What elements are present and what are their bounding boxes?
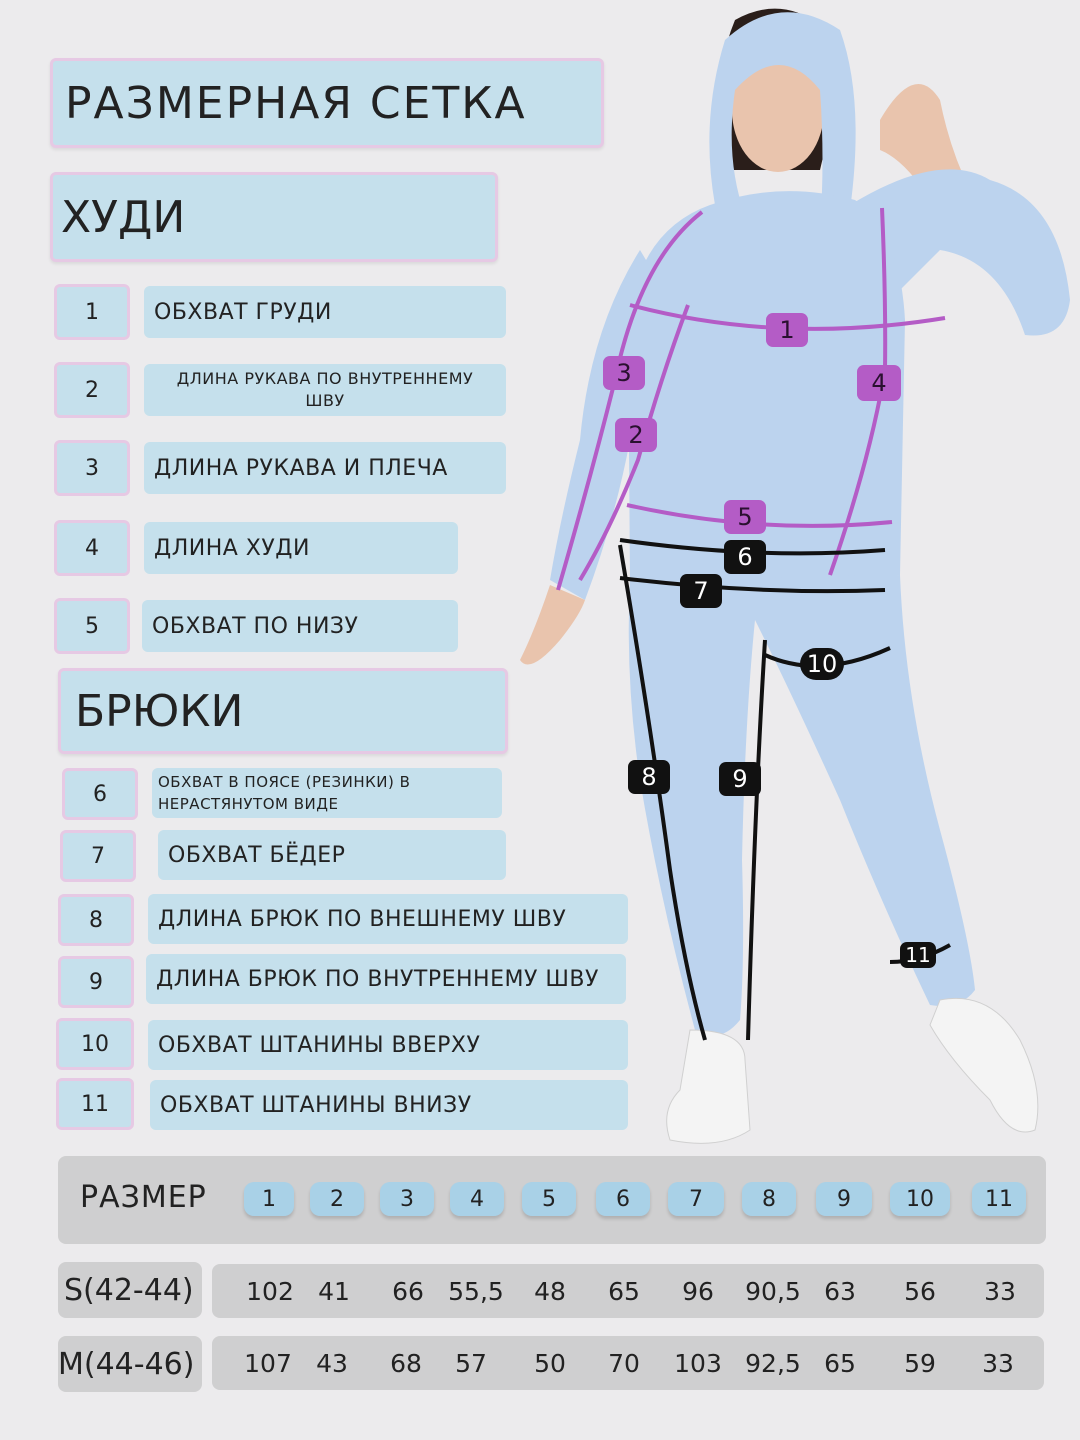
row-s-label: S(42-44): [64, 1272, 194, 1308]
row-s-cell-1: 102: [246, 1276, 294, 1306]
row-m-cell-2: 43: [316, 1348, 348, 1378]
row-m-label: M(44-46): [58, 1346, 195, 1382]
hoodie-item-3-number: 3: [54, 440, 130, 496]
row-m-cell-6: 70: [608, 1348, 640, 1378]
row-m-cell-4: 57: [455, 1348, 487, 1378]
marker-7: 7: [680, 574, 722, 608]
size-table-header: [58, 1156, 1046, 1244]
row-m-cell-1: 107: [244, 1348, 292, 1378]
marker-8: 8: [628, 760, 670, 794]
row-s-cell-7: 96: [682, 1276, 714, 1306]
size-col-7: 7: [668, 1182, 724, 1216]
row-m-cell-7: 103: [674, 1348, 722, 1378]
marker-1: 1: [766, 313, 808, 347]
pants-item-6-label: ОБХВАТ В ПОЯСЕ (РЕЗИНКИ) В НЕРАСТЯНУТОМ ВИДЕ: [152, 768, 502, 818]
pants-item-7-number: 7: [60, 830, 136, 882]
hoodie-heading-box: [50, 172, 498, 262]
left-hand-shape: [520, 585, 585, 665]
marker-2: 2: [615, 418, 657, 452]
hoodie-item-5-number: 5: [54, 598, 130, 654]
size-header-label: РАЗМЕР: [80, 1180, 207, 1215]
row-m-values: [212, 1336, 1044, 1390]
row-s-cell-5: 48: [534, 1276, 566, 1306]
page-title: РАЗМЕРНАЯ СЕТКА: [65, 77, 527, 129]
hoodie-item-1-label: ОБХВАТ ГРУДИ: [144, 286, 506, 338]
hoodie-item-3-label: ДЛИНА РУКАВА И ПЛЕЧА: [144, 442, 506, 494]
pants-heading-box: [58, 668, 508, 754]
row-s-cell-9: 63: [824, 1276, 856, 1306]
row-m-cell-11: 33: [982, 1348, 1014, 1378]
pants-item-8-label: ДЛИНА БРЮК ПО ВНЕШНЕМУ ШВУ: [148, 894, 628, 944]
pants-item-10-label: ОБХВАТ ШТАНИНЫ ВВЕРХУ: [148, 1020, 628, 1070]
marker-4: 4: [857, 365, 901, 401]
row-s-cell-11: 33: [984, 1276, 1016, 1306]
row-s-cell-10: 56: [904, 1276, 936, 1306]
pants-item-7-label: ОБХВАТ БЁДЕР: [158, 830, 506, 880]
marker-3: 3: [603, 356, 645, 390]
size-col-1: 1: [244, 1182, 294, 1216]
size-col-11: 11: [972, 1182, 1026, 1216]
right-shoe-shape: [930, 998, 1038, 1132]
row-m-cell-5: 50: [534, 1348, 566, 1378]
size-col-8: 8: [742, 1182, 796, 1216]
pants-item-6-number: 6: [62, 768, 138, 820]
row-s-values: [212, 1264, 1044, 1318]
size-col-9: 9: [816, 1182, 872, 1216]
size-col-2: 2: [310, 1182, 364, 1216]
hoodie-item-5-label: ОБХВАТ ПО НИЗУ: [142, 600, 458, 652]
marker-11: 11: [900, 942, 936, 968]
row-m-cell-10: 59: [904, 1348, 936, 1378]
size-col-3: 3: [380, 1182, 434, 1216]
hoodie-item-4-label: ДЛИНА ХУДИ: [144, 522, 458, 574]
marker-9: 9: [719, 762, 761, 796]
marker-5: 5: [724, 500, 766, 534]
pants-item-9-number: 9: [58, 956, 134, 1008]
row-m-cell-3: 68: [390, 1348, 422, 1378]
row-m-label-box: [58, 1336, 202, 1392]
size-col-6: 6: [596, 1182, 650, 1216]
model-figure: [520, 0, 1080, 1160]
pants-item-9-label: ДЛИНА БРЮК ПО ВНУТРЕННЕМУ ШВУ: [146, 954, 626, 1004]
left-shoe-shape: [667, 1030, 750, 1143]
marker-10: 10: [800, 648, 844, 680]
row-m-cell-8: 92,5: [745, 1348, 801, 1378]
hoodie-item-4-number: 4: [54, 520, 130, 576]
row-s-cell-8: 90,5: [745, 1276, 801, 1306]
row-s-cell-2: 41: [318, 1276, 350, 1306]
size-col-5: 5: [522, 1182, 576, 1216]
pants-heading: БРЮКИ: [75, 685, 244, 737]
pants-item-11-label: ОБХВАТ ШТАНИНЫ ВНИЗУ: [150, 1080, 628, 1130]
pants-item-11-number: 11: [56, 1078, 134, 1130]
size-col-10: 10: [890, 1182, 950, 1216]
pants-item-10-number: 10: [56, 1018, 134, 1070]
row-m-cell-9: 65: [824, 1348, 856, 1378]
hoodie-heading: ХУДИ: [61, 191, 186, 243]
hoodie-item-2-number: 2: [54, 362, 130, 418]
hoodie-item-2-label: ДЛИНА РУКАВА ПО ВНУТРЕННЕМУ ШВУ: [144, 364, 506, 416]
row-s-cell-4: 55,5: [448, 1276, 504, 1306]
row-s-label-box: [58, 1262, 202, 1318]
row-s-cell-3: 66: [392, 1276, 424, 1306]
size-col-4: 4: [450, 1182, 504, 1216]
hoodie-item-1-number: 1: [54, 284, 130, 340]
row-s-cell-6: 65: [608, 1276, 640, 1306]
pants-item-8-number: 8: [58, 894, 134, 946]
marker-6: 6: [724, 540, 766, 574]
